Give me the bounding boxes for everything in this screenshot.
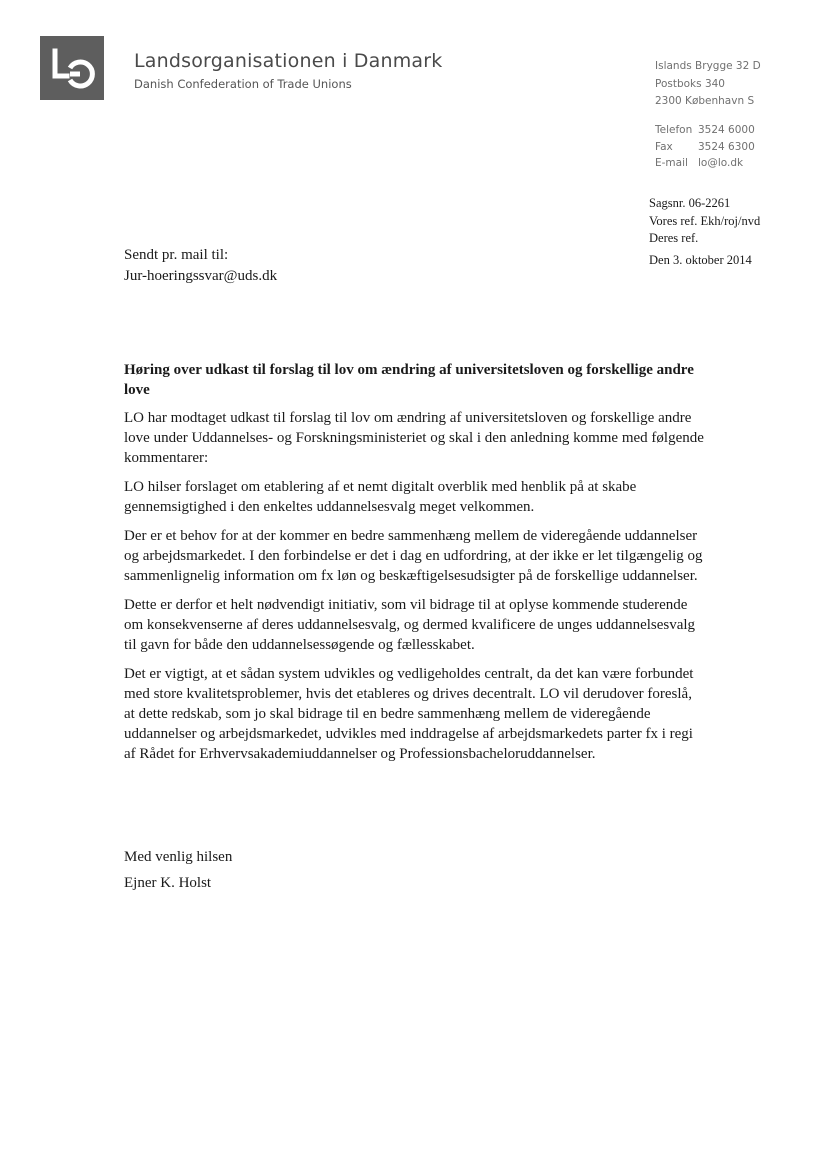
body-paragraph: Dette er derfor et helt nødvendigt initiativ, som vil bidrage til at oplyse kommende studerende om konsekvenserne af deres uddannelsesvalg, og dermed kvalificere de unges uddannelsesvalg til gavn for både den uddannelsessøgende og fællesskabet. — [124, 597, 696, 653]
lo-logo — [40, 36, 104, 100]
your-reference: Deres ref. — [649, 231, 699, 245]
recipient-block — [124, 245, 277, 287]
closing-block — [124, 847, 232, 899]
phone-line — [655, 122, 755, 139]
address-postbox: Postboks 340 — [655, 77, 725, 90]
case-number: Sagsnr. 06-2261 — [649, 196, 731, 210]
email-label: E-mail — [655, 157, 688, 169]
organisation-subtitle: Danish Confederation of Trade Unions — [134, 77, 352, 91]
sender-contact — [655, 122, 755, 172]
letter-date: Den 3. oktober 2014 — [649, 252, 752, 267]
fax-label: Fax — [655, 140, 673, 153]
lo-logo-icon — [40, 36, 104, 100]
phone-number: 3524 6000 — [698, 124, 755, 136]
recipient-label: Sendt pr. mail til: — [124, 247, 229, 263]
body-paragraph: Der er et behov for at der kommer en bedre sammenhæng mellem de videregående uddannelser og arbejdsmarkedet. I den forbindelse er det i dag en udfordring, at der ikke er let tilgængelig og sammenlignelig information om fx løn og beskæftigelsesudsigter på de forskellige uddannelser. — [124, 528, 703, 584]
email-address: lo@lo.dk — [698, 157, 744, 169]
phone-label: Telefon — [655, 124, 693, 136]
body-paragraph: LO har modtaget udkast til forslag til lov om ændring af universitetsloven og forskellige andre love under Uddannelses- og Forskningsministeriet og skal i den anledning komme med følgende kommentarer: — [124, 410, 704, 466]
reference-block — [649, 195, 760, 269]
address-street: Islands Brygge 32 D — [655, 60, 761, 72]
body-paragraph: LO hilser forslaget om etablering af et nemt digitalt overblik med henblik på at skabe gennemsigtighed i den enkeltes uddannelsesvalg meget velkommen. — [124, 479, 637, 515]
email-line — [655, 155, 755, 172]
fax-number: 3524 6300 — [698, 140, 755, 153]
recipient-email: Jur-hoeringssvar@uds.dk — [124, 268, 278, 284]
signature-name: Ejner K. Holst — [124, 875, 212, 891]
closing-greeting: Med venlig hilsen — [124, 849, 233, 865]
our-reference: Vores ref. Ekh/roj/nvd — [649, 213, 761, 228]
sender-address — [655, 58, 761, 111]
letter-body — [124, 360, 704, 773]
address-city: 2300 København S — [655, 95, 755, 107]
letter-subject: Høring over udkast til forslag til lov om ændring af universitetsloven og forskellige andre love — [124, 362, 694, 398]
fax-line — [655, 139, 755, 156]
body-paragraph: Det er vigtigt, at et sådan system udvikles og vedligeholdes centralt, da det kan være forbundet med store kvalitetsproblemer, hvis det etableres og drives decentralt. LO vil derudover foreslå, at dette redskab, som jo skal bidrage til en bedre sammenhæng mellem de videregående uddannelser og arbejdsmarkedet, udvikles med inddragelse af arbejdsmarkedets parter fx i regi af Rådet for Erhvervsakademiuddannelser og Professionsbacheloruddannelser. — [124, 666, 694, 762]
organisation-name: Landsorganisationen i Danmark — [134, 50, 443, 72]
